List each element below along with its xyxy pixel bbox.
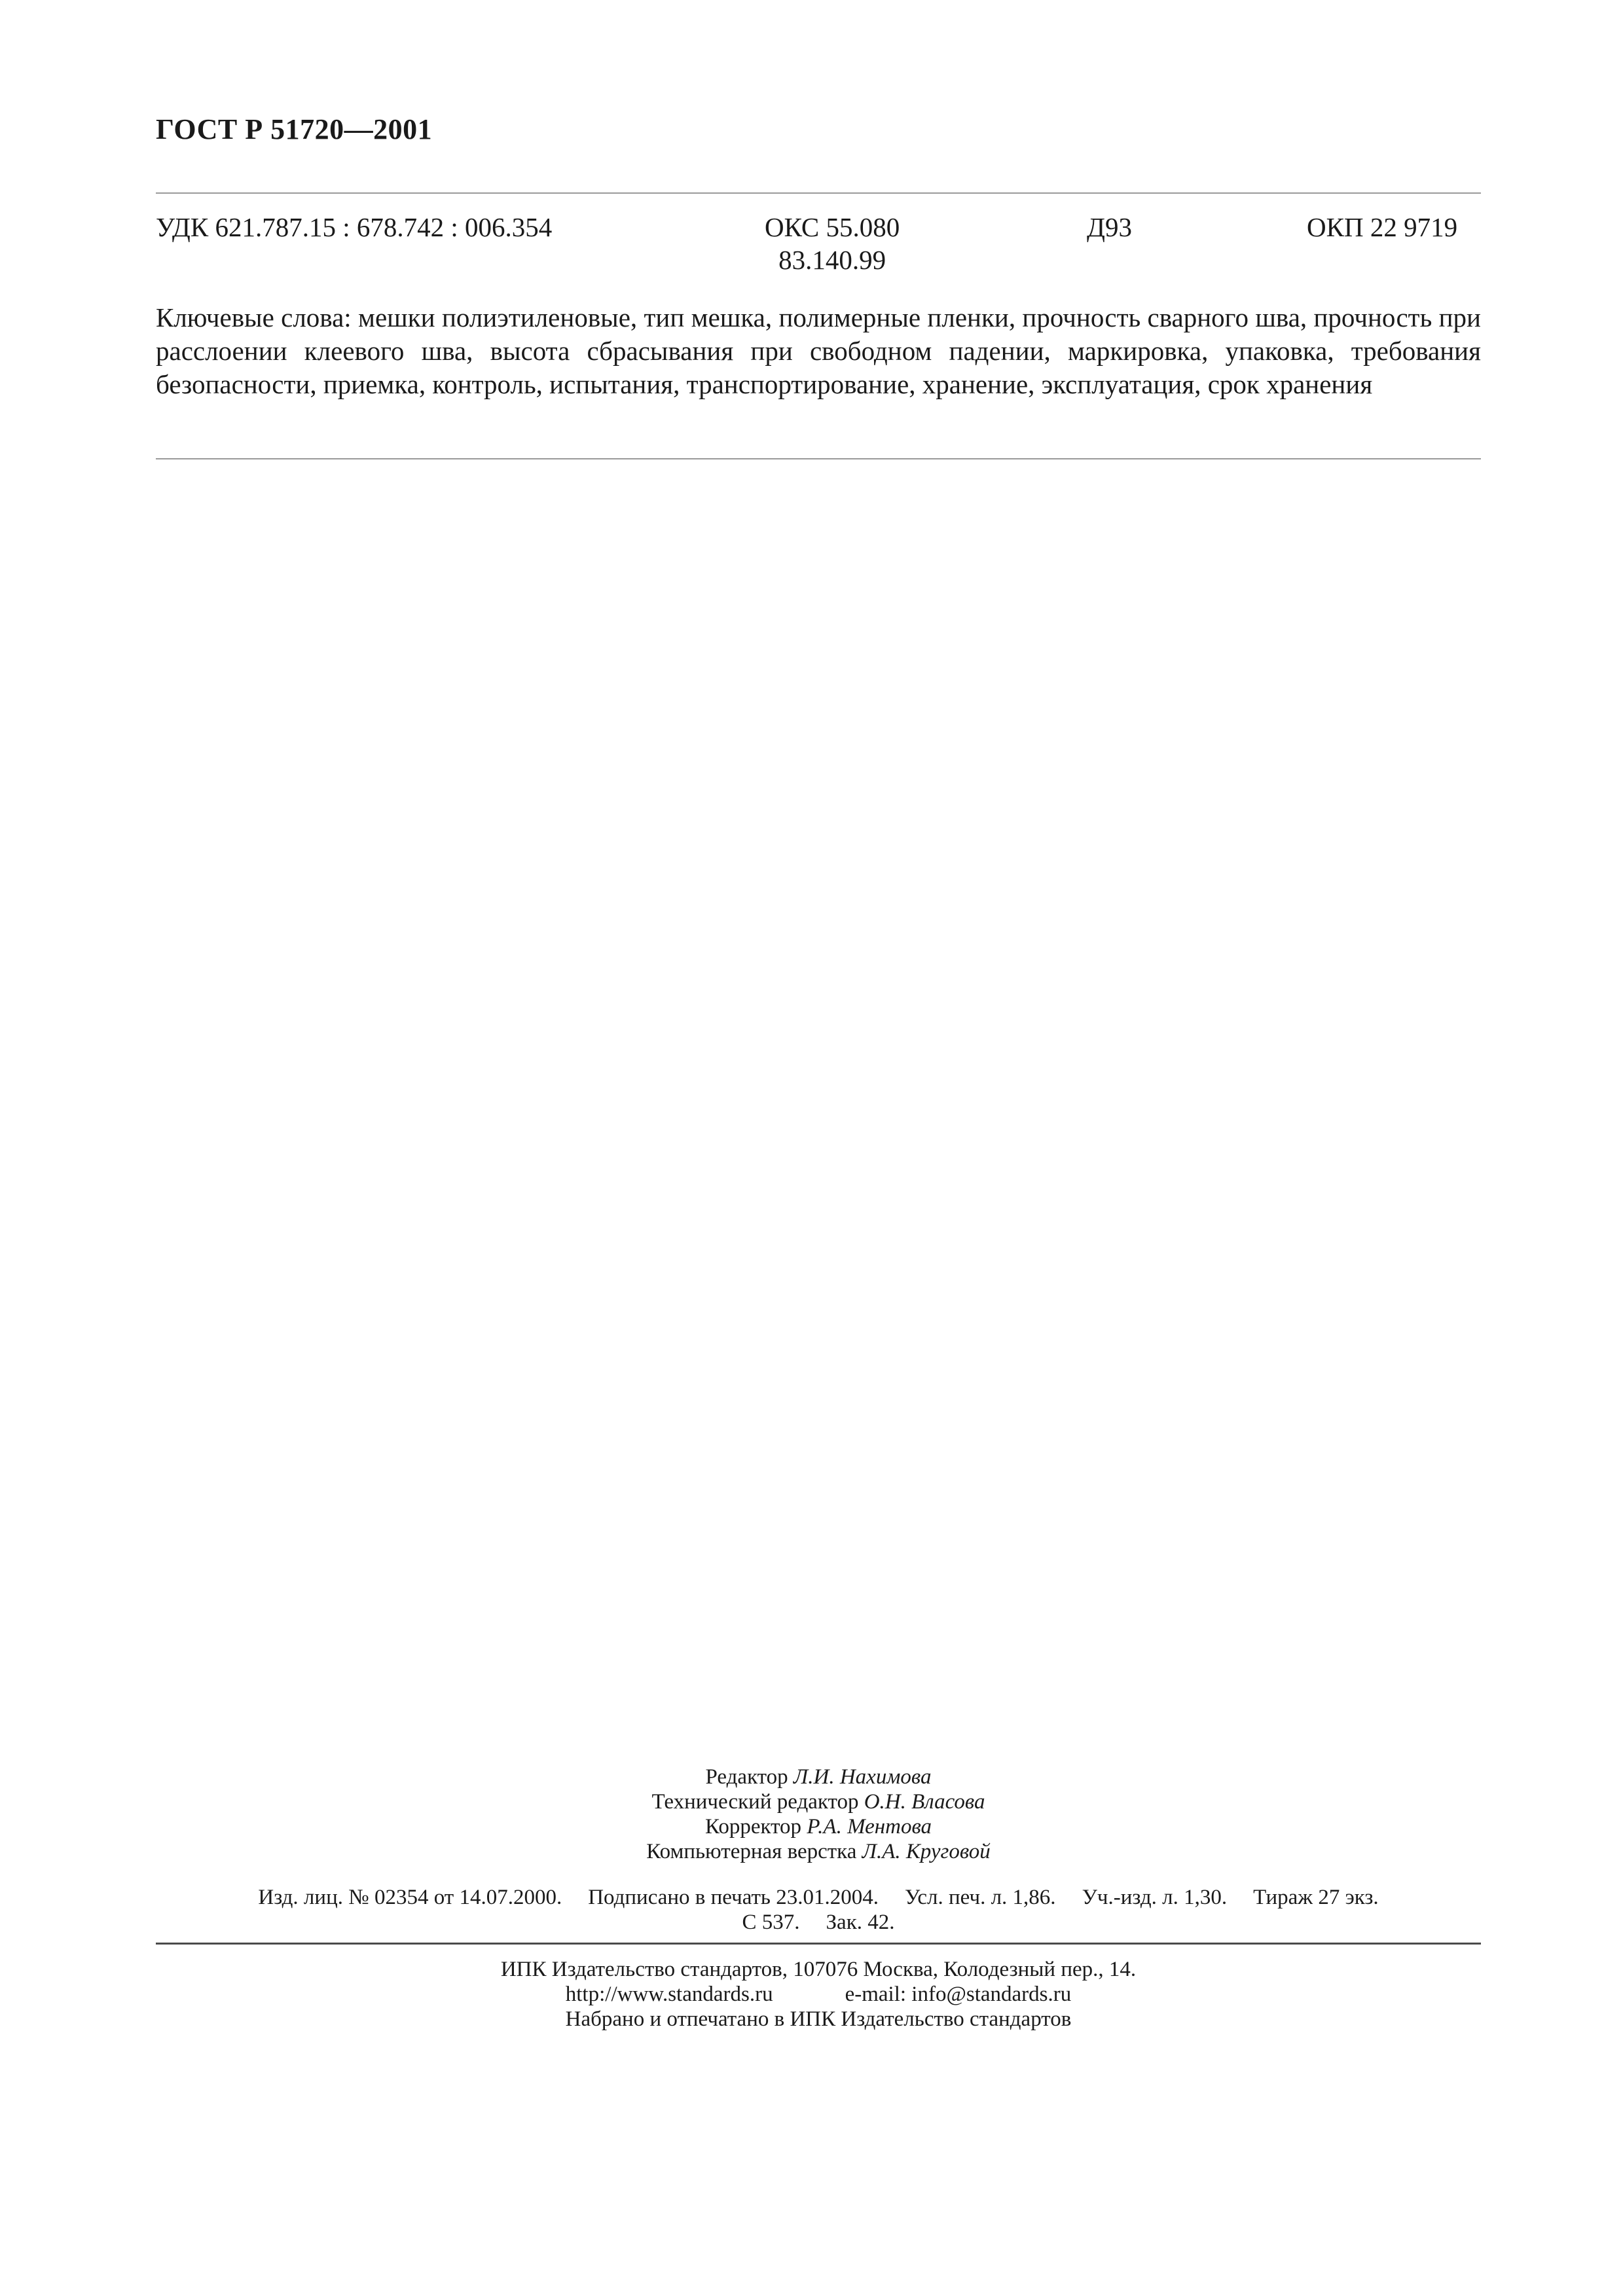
okp-code: ОКП 22 9719 (1307, 212, 1458, 242)
uch-sheets: Уч.-изд. л. 1,30. (1082, 1886, 1228, 1909)
editor-name: Л.И. Нахимова (793, 1765, 932, 1789)
imprint-block (156, 1885, 1481, 1935)
printed-by: Набрано и отпечатано в ИПК Издательство стандартов (565, 2007, 1072, 2031)
publisher-url: http://www.standards.ru (565, 1982, 773, 2006)
d-code: Д93 (1087, 212, 1132, 242)
corrector-name: Р.А. Ментова (807, 1815, 932, 1839)
tech-editor-name: О.Н. Власова (864, 1790, 985, 1814)
publisher-address: ИПК Издательство стандартов, 107076 Москва, Колодезный пер., 14. (500, 1958, 1137, 1981)
usl-sheets: Усл. печ. л. 1,86. (904, 1886, 1056, 1909)
print-run: Тираж 27 экз. (1253, 1886, 1379, 1909)
credits-block (156, 1765, 1481, 1864)
udk-code: УДК 621.787.15 : 678.742 : 006.354 (156, 212, 553, 242)
credit-tech-editor (156, 1789, 1481, 1814)
signed-date: Подписано в печать 23.01.2004. (588, 1886, 879, 1909)
layout-label: Компьютерная верстка (646, 1840, 857, 1863)
editor-label: Редактор (705, 1765, 788, 1789)
layout-name: Л.А. Круговой (862, 1840, 991, 1863)
publisher-block (156, 1957, 1481, 2032)
keywords-paragraph: Ключевые слова: мешки полиэтиленовые, тип мешка, полимерные пленки, прочность сварного шва, прочность при расслоении клеевого шва, высота сбрасывания при свободном падении, маркировка, упаковка, требования безопасности, приемка, контроль, испытания, транспортирование, хранение, эксплуатация, срок хранения (156, 302, 1481, 399)
document-code: ГОСТ Р 51720—2001 (156, 113, 433, 145)
tech-editor-label: Технический редактор (651, 1790, 859, 1814)
corrector-label: Корректор (704, 1815, 802, 1839)
credit-corrector (156, 1814, 1481, 1839)
oks-code-line-1: ОКС 55.080 (765, 212, 900, 242)
oks-code-line-2: 83.140.99 (778, 245, 886, 275)
credit-layout (156, 1839, 1481, 1864)
credit-editor (156, 1765, 1481, 1789)
top-divider (156, 192, 1481, 194)
imprint-line-2 (156, 1910, 1481, 1935)
license-info: Изд. лиц. № 02354 от 14.07.2000. (258, 1886, 562, 1909)
publisher-divider (156, 1943, 1481, 1945)
order-number: Зак. 42. (826, 1910, 895, 1934)
keywords-divider (156, 458, 1481, 459)
imprint-line-1 (156, 1885, 1481, 1910)
oks-code (765, 211, 900, 276)
publisher-email: e-mail: info@standards.ru (845, 1982, 1072, 2006)
publisher-contacts (156, 1982, 1481, 2007)
s-code: С 537. (742, 1910, 800, 1934)
